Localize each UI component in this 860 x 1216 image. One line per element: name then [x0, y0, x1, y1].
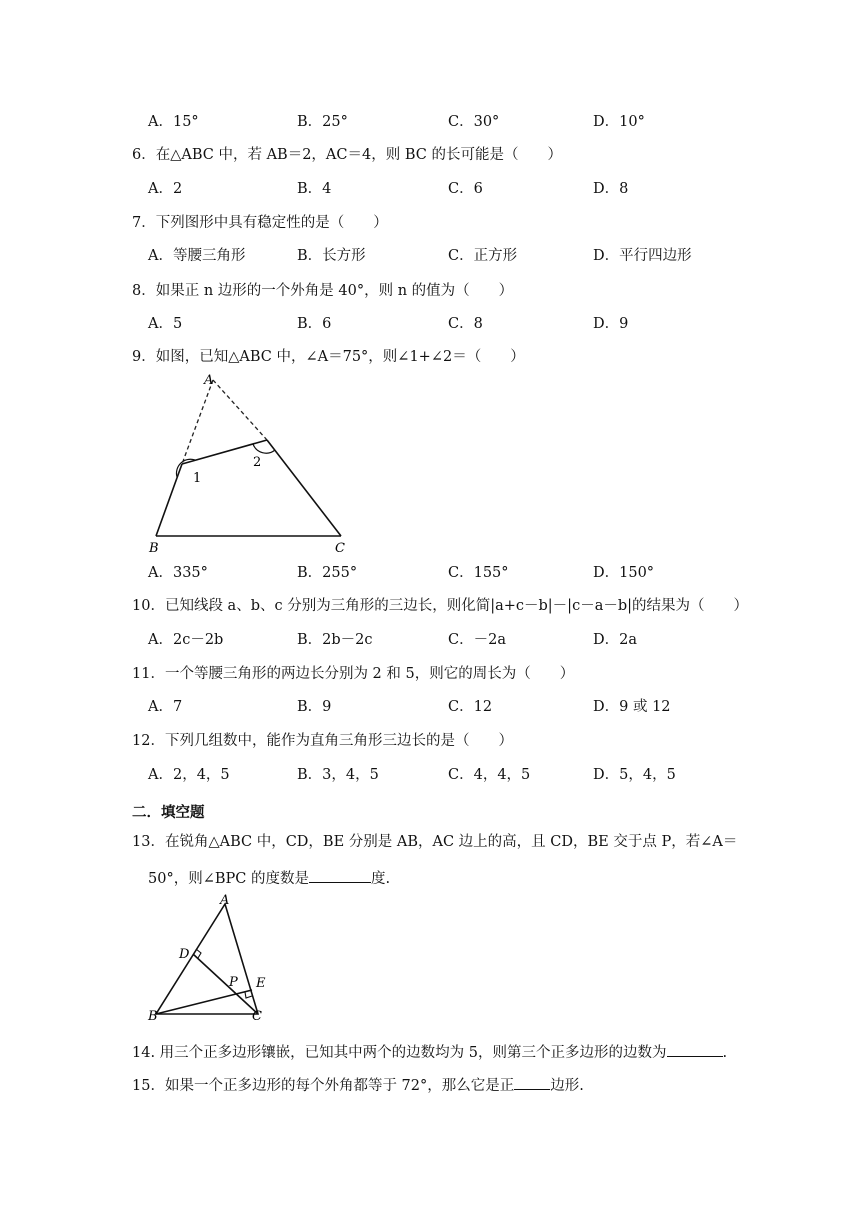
q6-option-c: C．6: [448, 181, 483, 197]
q12-option-a: A．2，4，5: [148, 767, 230, 783]
q13-triangle-abc: [156, 904, 258, 1014]
q9-label-c: C: [335, 541, 345, 556]
q8-option-b: B．6: [297, 316, 332, 332]
q5-option-c: C．30°: [448, 114, 500, 130]
q14-stem-text: 14. 用三个正多边形镶嵌，已知其中两个的边数均为 5，则第三个正多边形的边数为: [132, 1045, 667, 1061]
q11-option-a: A．7: [148, 699, 183, 715]
q7-option-c: C．正方形: [448, 248, 518, 264]
q9-triangle-figure: [140, 368, 370, 560]
q13-label-e: E: [256, 976, 266, 991]
q15-stem-text: 15．如果一个正多边形的每个外角都等于 72°，那么它是正: [132, 1078, 515, 1094]
q8-stem: 8．如果正 n 边形的一个外角是 40°，则 n 的值为（ ）: [132, 283, 514, 299]
q7-option-a: A．等腰三角形: [148, 248, 246, 264]
q13-stem-line2-end: 度.: [370, 871, 391, 887]
q12-option-d: D．5，4，5: [593, 767, 676, 783]
q14-stem-end: .: [722, 1045, 728, 1061]
q11-option-c: C．12: [448, 699, 493, 715]
q13-label-b: B: [148, 1009, 158, 1022]
q9-dashed-ac: [213, 380, 267, 440]
q13-label-c: C: [252, 1009, 262, 1022]
q13-stem-line1: 13．在锐角△ABC 中，CD，BE 分别是 AB，AC 边上的高，且 CD，BE 交于点 P，若∠A＝: [132, 834, 738, 850]
q10-option-d: D．2a: [593, 632, 637, 648]
q9-label-a: A: [204, 373, 214, 388]
q10-stem: 10．已知线段 a、b、c 分别为三角形的三边长，则化简|a+c－b|－|c－a－b|的结果为（ ）: [132, 598, 748, 614]
q11-option-d: D．9 或 12: [593, 699, 671, 715]
q9-side-b: [156, 464, 182, 536]
q13-stem-line2: [148, 868, 390, 887]
q13-stem-line2-text: 50°，则∠BPC 的度数是: [148, 871, 309, 887]
q5-option-a: A．15°: [148, 114, 199, 130]
q9-option-b: B．255°: [297, 565, 358, 581]
q5-option-d: D．10°: [593, 114, 645, 130]
q8-option-c: C．8: [448, 316, 483, 332]
q8-option-d: D．9: [593, 316, 629, 332]
q15-stem-end: 边形.: [550, 1078, 584, 1094]
q6-option-d: D．8: [593, 181, 629, 197]
q12-option-c: C．4，4，5: [448, 767, 531, 783]
q15-stem: [132, 1075, 584, 1094]
q11-stem: 11．一个等腰三角形的两边长分别为 2 和 5，则它的周长为（ ）: [132, 666, 575, 682]
q14-answer-blank[interactable]: [667, 1042, 723, 1057]
q5-option-b: B．25°: [297, 114, 348, 130]
q13-label-p: P: [229, 975, 238, 990]
q7-option-b: B．长方形: [297, 248, 366, 264]
q13-label-a: A: [220, 893, 230, 908]
section-title-fill-in: 二．填空题: [132, 804, 205, 821]
q9-option-c: C．155°: [448, 565, 509, 581]
q9-label-b: B: [149, 541, 159, 556]
q10-option-b: B．2b－2c: [297, 632, 373, 648]
q6-option-a: A．2: [148, 181, 183, 197]
q13-answer-blank[interactable]: [309, 868, 371, 883]
q10-option-c: C．－2a: [448, 632, 506, 648]
q9-option-a: A．335°: [148, 565, 208, 581]
q13-label-d: D: [179, 947, 190, 962]
q9-stem: 9．如图，已知△ABC 中，∠A＝75°，则∠1+∠2＝（ ）: [132, 349, 525, 365]
q10-option-a: A．2c－2b: [148, 632, 224, 648]
q11-option-b: B．9: [297, 699, 332, 715]
q9-option-d: D．150°: [593, 565, 655, 581]
q12-option-b: B．3，4，5: [297, 767, 379, 783]
q6-stem: 6．在△ABC 中，若 AB＝2，AC＝4，则 BC 的长可能是（ ）: [132, 147, 562, 163]
q9-label-1: 1: [193, 471, 202, 486]
q13-triangle-figure: [140, 892, 280, 1022]
q13-altitude-be: [156, 990, 252, 1014]
q7-stem: 7．下列图形中具有稳定性的是（ ）: [132, 215, 388, 231]
q15-answer-blank[interactable]: [514, 1075, 550, 1090]
q8-option-a: A．5: [148, 316, 183, 332]
q9-dashed-ab: [182, 380, 213, 464]
q6-option-b: B．4: [297, 181, 332, 197]
q7-option-d: D．平行四边形: [593, 248, 692, 264]
q9-label-2: 2: [253, 455, 262, 470]
q12-stem: 12．下列几组数中，能作为直角三角形三边长的是（ ）: [132, 733, 513, 749]
q14-stem: [132, 1042, 727, 1061]
q9-side-c: [267, 440, 341, 536]
